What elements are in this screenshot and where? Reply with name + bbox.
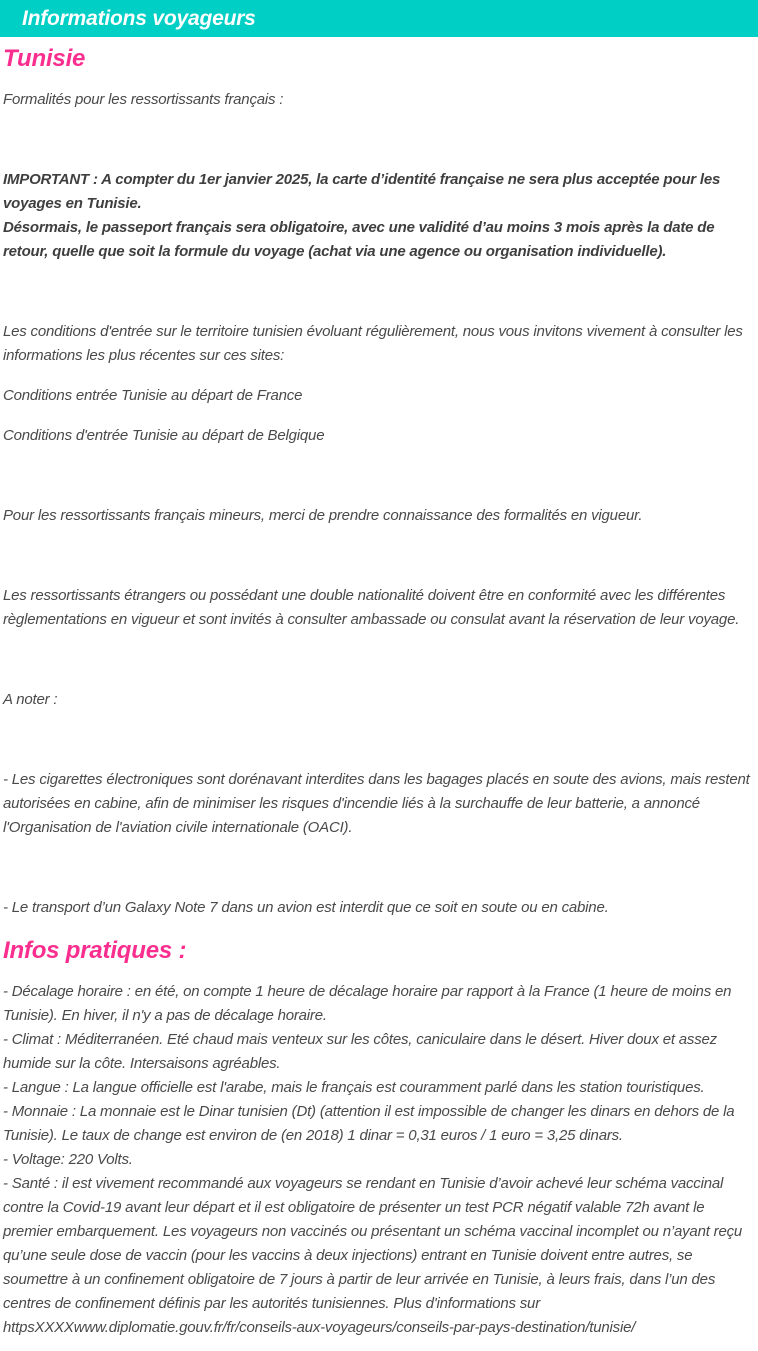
link-conditions-france[interactable]: Conditions entrée Tunisie au départ de France: [3, 387, 303, 404]
spacer: [3, 728, 752, 768]
minors-notice: Pour les ressortissants français mineurs, merci de prendre connaissance des formalités en vigueur.: [3, 507, 643, 524]
practical-item-langue: - Langue : La langue officielle est l'arabe, mais le français est couramment parlé dans les station touristiques.: [3, 1079, 705, 1096]
foreign-nationals-notice: Les ressortissants étrangers ou possédant une double nationalité doivent être en conformité avec les différentes règlementations en vigueur et sont invités à consulter ambassade ou consulat avant la réservation de leur voyage.: [3, 587, 740, 628]
practical-item-voltage: - Voltage: 220 Volts.: [3, 1151, 133, 1168]
spacer: [3, 856, 752, 896]
practical-item-decalage: - Décalage horaire : en été, on compte 1 heure de décalage horaire par rapport à la France (1 heure de moins en Tunisie). En hiver, il n'y a pas de décalage horaire.: [3, 983, 732, 1024]
a-noter-label: A noter :: [3, 691, 58, 708]
spacer: [3, 544, 752, 584]
spacer: [3, 280, 752, 320]
page-title: Informations voyageurs: [22, 7, 256, 30]
practical-item-monnaie: - Monnaie : La monnaie est le Dinar tunisien (Dt) (attention il est impossible de changer les dinars en dehors de la Tunisie). Le taux de change est environ de (en 2018) 1 dinar = 0,31 euros / 1 euro = 3,25 dinars.: [3, 1103, 735, 1144]
link-conditions-belgique[interactable]: Conditions d'entrée Tunisie au départ de Belgique: [3, 427, 325, 444]
practical-info-list: [3, 980, 752, 1340]
practical-item-climat: - Climat : Méditerranéen. Eté chaud mais venteux sur les côtes, caniculaire dans le désert. Hiver doux et assez humide sur la côte. Intersaisons agréables.: [3, 1031, 717, 1072]
practical-item-sante: - Santé : il est vivement recommandé aux voyageurs se rendant en Tunisie d’avoir achevé leur schéma vaccinal contre la Covid-19 avant leur départ et il est obligatoire de présenter un test PCR négatif valable 72h avant le premier embarquement. Les voyageurs non vaccinés ou présentant un schéma vaccinal incomplet ou n’ayant reçu qu’une seule dose de vaccin (pour les vaccins à deux injections) entrant en Tunisie doivent entre autres, se soumettre à un confinement obligatoire de 7 jours à partir de leur arrivée en Tunisie, à leurs frais, dans l’un des centres de confinement définis par les autorités tunisiennes. Plus d'informations sur httpsXXXXwww.diplomatie.gouv.fr/fr/conseils-aux-voyageurs/conseils-par-pays-destination/tunisie/: [3, 1175, 743, 1336]
page-header: [0, 0, 758, 37]
country-heading: Tunisie: [3, 45, 86, 72]
spacer: [3, 648, 752, 688]
important-notice-line2: Désormais, le passeport français sera obligatoire, avec une validité d’au moins 3 mois après la date de retour, quelle que soit la formule du voyage (achat via une agence ou organisation individuelle).: [3, 219, 715, 260]
formalites-label: Formalités pour les ressortissants français :: [3, 91, 284, 108]
galaxy-note7-notice: - Le transport d’un Galaxy Note 7 dans un avion est interdit que ce soit en soute ou en cabine.: [3, 899, 609, 916]
entry-conditions-intro: Les conditions d'entrée sur le territoire tunisien évoluant régulièrement, nous vous invitons vivement à consulter les informations les plus récentes sur ces sites:: [3, 323, 743, 364]
important-notice: [3, 168, 752, 264]
e-cigarettes-notice: - Les cigarettes électroniques sont dorénavant interdites dans les bagages placés en soute des avions, mais restent autorisées en cabine, afin de minimiser les risques d'incendie liés à la surchauffe de leur batterie, a annoncé l'Organisation de l'aviation civile internationale (OACI).: [3, 771, 750, 836]
important-notice-line1: IMPORTANT : A compter du 1er janvier 2025, la carte d’identité française ne sera plus acceptée pour les voyages en Tunisie.: [3, 171, 721, 212]
infos-pratiques-heading: Infos pratiques :: [3, 937, 187, 964]
spacer: [3, 464, 752, 504]
content-area: [0, 44, 758, 1346]
spacer: [3, 128, 752, 168]
